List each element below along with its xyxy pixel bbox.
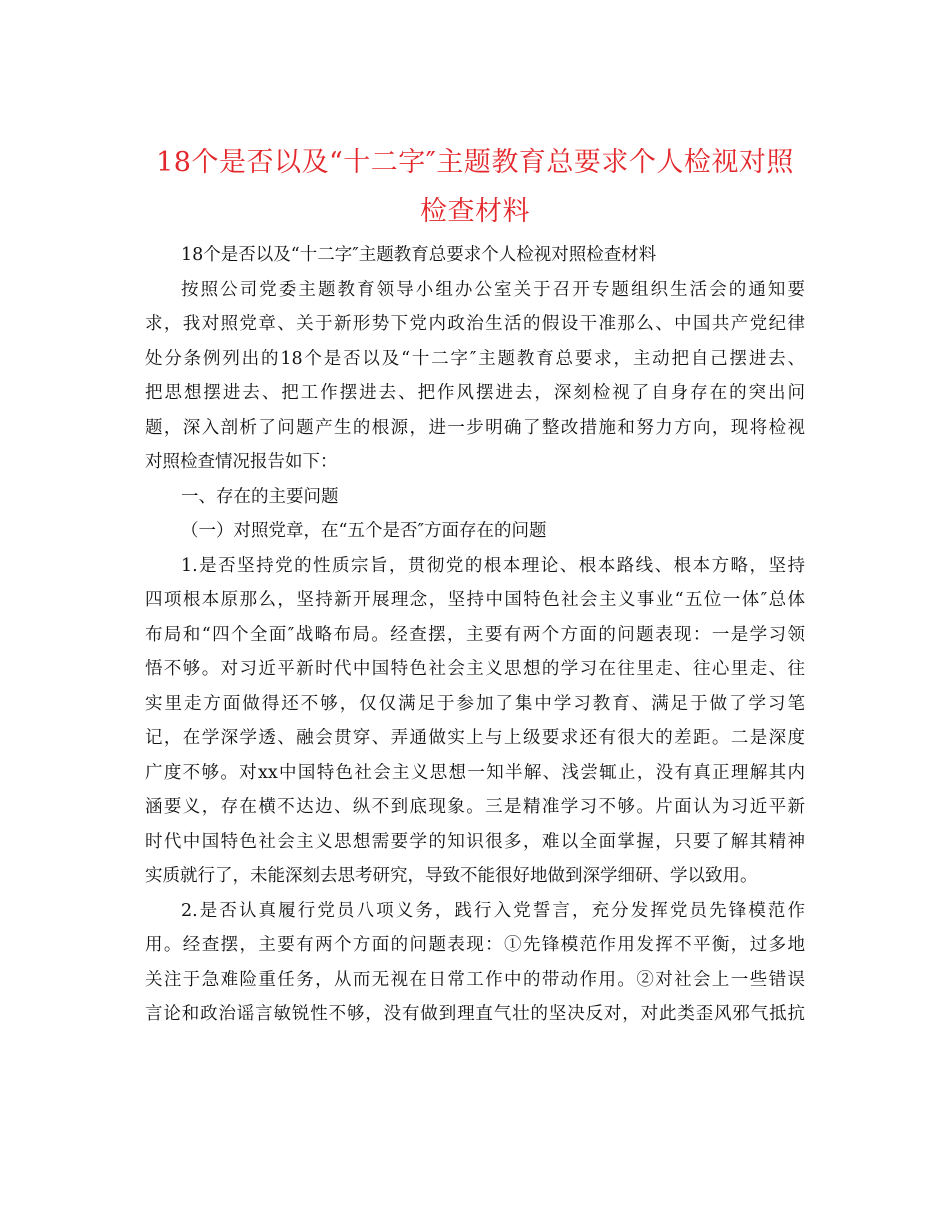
text-line: 把思想摆进去、把工作摆进去、把作风摆进去，深刻检视了自身存在的突出问 [145, 383, 805, 403]
text-line: 1.是否坚持党的性质宗旨，贯彻党的根本理论、根本路线、根本方略，坚持 [181, 555, 805, 576]
section-heading [145, 480, 805, 515]
document-body [145, 238, 805, 1032]
text-line: 2.是否认真履行党员八项义务，践行入党誓言，充分发挥党员先锋模范作 [181, 900, 805, 921]
title-line: 检查材料 [420, 196, 530, 227]
paragraph [145, 894, 805, 1032]
text-line: 时代中国特色社会主义思想需要学的知识很多，难以全面掌握，只要了解其精神 [145, 831, 805, 852]
text-line: 用。经查摆，主要有两个方面的问题表现：①先锋模范作用发挥不平衡，过多地 [145, 935, 805, 955]
text-line: 言论和政治谣言敏锐性不够，没有做到理直气壮的坚决反对，对此类歪风邪气抵抗 [145, 1004, 805, 1024]
text-line: 处分条例列出的18个是否以及“十二字″主题教育总要求，主动把自己摆进去、 [145, 348, 805, 369]
text-line: 布局和“四个全面″战略布局。经查摆，主要有两个方面的问题表现：一是学习领 [145, 624, 805, 645]
paragraph [145, 549, 805, 894]
text-line: 实里走方面做得还不够，仅仅满足于参加了集中学习教育、满足于做了学习笔 [145, 693, 805, 714]
document-title [130, 138, 820, 236]
text-line: 涵要义，存在横不达边、纵不到底现象。三是精准学习不够。片面认为习近平新 [145, 797, 805, 817]
text-line: 求，我对照党章、关于新形势下党内政治生活的假设干准那么、中国共产党纪律 [145, 314, 805, 334]
title-line: 18个是否以及“十二字″主题教育总要求个人检视对照 [156, 147, 794, 178]
text-line: 四项根本原那么，坚持新开展理念，坚持中国特色社会主义事业“五位一体″总体 [145, 590, 805, 610]
text-line: 按照公司党委主题教育领导小组办公室关于召开专题组织生活会的通知要 [181, 279, 805, 300]
text-line: 题，深入剖析了问题产生的根源，进一步明确了整改措施和努力方向，现将检视 [145, 417, 805, 438]
text-line: 广度不够。对xx中国特色社会主义思想一知半解、浅尝辄止，没有真正理解其内 [145, 762, 805, 783]
text-line: 18个是否以及“十二字″主题教育总要求个人检视对照检查材料 [181, 245, 657, 265]
text-line: 悟不够。对习近平新时代中国特色社会主义思想的学习在往里走、往心里走、往 [145, 659, 805, 679]
text-line: 实质就行了，未能深刻去思考研究，导致不能很好地做到深学细研、学以致用。 [145, 866, 758, 886]
text-line: 记，在学深学透、融会贯穿、弄通做实上与上级要求还有很大的差距。二是深度 [145, 728, 805, 748]
paragraph [145, 238, 805, 273]
paragraph [145, 273, 805, 480]
subsection-heading [145, 514, 805, 549]
text-line: （一）对照党章，在“五个是否″方面存在的问题 [181, 521, 547, 541]
text-line: 关注于急难险重任务，从而无视在日常工作中的带动作用。②对社会上一些错误 [145, 969, 805, 990]
text-line: 一、存在的主要问题 [181, 486, 339, 507]
text-line: 对照检查情况报告如下： [145, 452, 338, 472]
